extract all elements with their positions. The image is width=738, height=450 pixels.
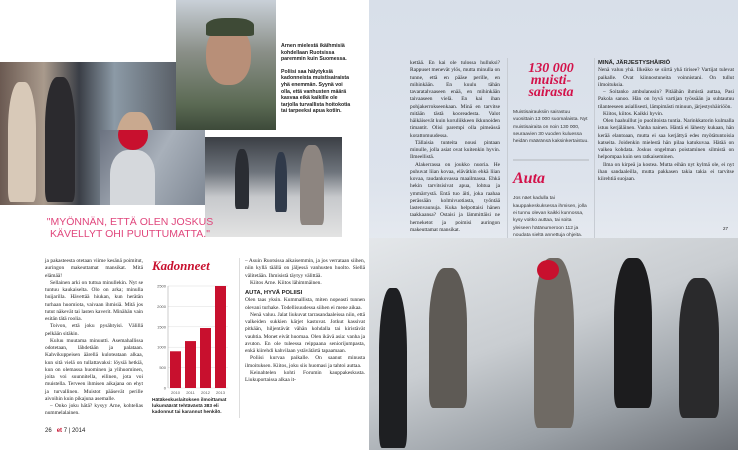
paragraph: Kuluu muutama minuutti. Asemahallissa odotetaan, lähdetään ja palataan. Kahvikuppeisen äärellä kuloteataan alkaa, kun sitä vielä on tullattavaksi: löysiä hetkiä, kun on olemassa huominen ja ylihuominen, joita voi suunnitella, eilinen, jota voi muistella. Terveen ihmisen aikajana on ehyt ja turvallinen. Muistot pääsevät perille aivoihin kuin pikajuna asemalle. bbox=[45, 337, 143, 402]
y-tick-label: 500 bbox=[159, 365, 166, 371]
bar-2013 bbox=[215, 286, 226, 388]
article-column-5 bbox=[598, 60, 734, 183]
y-tick-label: 1000 bbox=[157, 344, 166, 350]
paragraph: – Asuin Ruotsissa aikaisemmin, ja jos verrataan siihen, niin kyllä täällä on jäljessä vanhusten huolto. Siellä välitetään. Ihmisistä täytyy välittää. bbox=[245, 258, 365, 279]
paragraph: – Soitanko ambulanssin? Pitäähän ihmistä auttaa, Pasi Pakola sanoo. Hän on hyvä vartijan työssään ja suhtautuu tilanteeseen asiallisesti, lämpimästi minuun, järjestyshäiriöön. bbox=[598, 89, 734, 110]
paragraph: Poliisi kurvaa paikalle. On saanut minusta ilmoituksen. Kiitos, joku siis huomasi ja tahtoi auttaa. bbox=[245, 355, 365, 369]
paragraph: Ilma on kirpeä ja kostea. Mutta eihän nyt kylmä ole, ei nyt ihan sandaaleilla, mutta pakkasen takia takia ei tarvitse kiirehtiä suojaan. bbox=[598, 161, 734, 182]
paragraph: Nenä valuu. Jalat liukuvat tarrasandaaleissa niin, että valkeiden sukkien kärjet kastuvat. Jotkut kassivat pitkään, hiljentävät vähän kohdalla tai kiristävät vauhtia. Monet eivät huomaa. Olen ikävä asia: vanha ja avuton. En ole tuleessa reippaana seniorijumpasta, enkä kiirehdi kahvilaan ystävätärtä tapaamaan. bbox=[245, 311, 365, 354]
paragraph: Kiitos Arne. Kiitos lähimmäinen. bbox=[250, 279, 322, 286]
caption-paragraph: Arnen mielestä ikäihmisiä kohdellaan Ruotsissa paremmin kuin Suomessa. bbox=[281, 43, 347, 63]
bar-2010 bbox=[170, 351, 181, 388]
paragraph: Alakerrassa on joukko nuoria. He puhuvat liian kovaa, elävätkin ehkä liian kovaa, raudankovassa maailmassa. Ehkä hekin tarvitsisivat apua, lohtua ja ymmärrystä. Entä tuo äiti, joka raahaa perässään kolmivuotiasta, työntää lastenvaunuja. Kuka helpottaisi hänen taakkaansa? Ostaisi ja lämmittäisi ne herneketot ja poimisi auringon makeuttamat mansikat. bbox=[410, 161, 500, 233]
help-text: Jos näet kadulla tai kauppakeskuksessa ihmisen, jolla ei tunnu olevan kaikki kunnossa, kysy voitko auttaa, tai soita yleiseen hätänumeroon 112 ja noudata sieltä annettuja ohjeita. bbox=[513, 196, 587, 238]
article-column-4 bbox=[410, 60, 500, 234]
photo-arne-portrait bbox=[176, 0, 276, 130]
paragraph: Sellainen arki on tuttua minullekin. Nyt se tuntuu kaukaiselta. Olo on arka; minulla huijarilla. Hävettää hiukan, kun herätän turhaan huomiota, vaivaan ihmisiä. Mitä jos tutut näkevät tai lasten kaverit. Minähän vain esitän tätä roolia. bbox=[45, 279, 143, 322]
y-tick-label: 2000 bbox=[157, 303, 166, 309]
x-tick-label: 2013 bbox=[216, 390, 225, 395]
x-tick-label: 2010 bbox=[171, 390, 180, 395]
page-number-right: 27 bbox=[722, 226, 728, 231]
divider bbox=[513, 159, 589, 161]
fact-headline: 130 000 muisti-sairasta bbox=[528, 61, 574, 100]
pull-quote: "MYÖNNÄN, ETTÄ OLEN JOSKUS KÄVELLYT OHI PUUTTUMATTA." bbox=[46, 216, 214, 240]
magazine-logo: et bbox=[56, 428, 63, 434]
help-heading: Auta bbox=[513, 170, 546, 188]
photo-street-crowd bbox=[205, 137, 342, 237]
y-tick-label: 2500 bbox=[157, 283, 166, 289]
paragraph: Nenä valuu yhä. Ilkeäko se siirtä yhä tirisee? Vartijat tulevat paikalle. Ovat kiinnostuneita voinnistani. On tullut ilmoituksia. bbox=[598, 67, 734, 88]
issue-number: 7 | 2014 bbox=[63, 428, 86, 434]
caption-paragraph: Poliisi saa hälytyksiä kadonneista muistisairaista yhä enemmän. Syynä voi olla, että vanhusten määrä kasvaa eikä kaikille ole tarjolla turvallista hoitokotia tai tarpeeksi apua kotiin. bbox=[281, 68, 351, 115]
photo-escalator-crowd bbox=[369, 238, 738, 450]
photo-woman-red-hat bbox=[100, 130, 205, 205]
bar-2011 bbox=[185, 341, 196, 388]
paragraph: Olen taas yksin. Kummallista, miten nopeasti tunnen olevani turhake. Todellisuudessa siihen ei mene aikaa. bbox=[245, 297, 365, 311]
section-heading: AUTA, HYVÄ POLIISI bbox=[245, 290, 303, 296]
x-tick-label: 2012 bbox=[201, 390, 210, 395]
fact-box bbox=[507, 58, 595, 238]
article-column-3 bbox=[245, 258, 365, 384]
section-heading: MINÄ, JÄRJESTYSHÄIRIÖ bbox=[598, 60, 671, 66]
paragraph: ja pakasteesta otetaan viime kesänä poimitut, auringon makeuttamat mansikat. Mitä elämää! bbox=[45, 258, 143, 279]
page-footer bbox=[45, 428, 85, 434]
paragraph: Tällaisia tunteita nousi pintaan minulle, jolla asiat ovat kuitenkin hyvin. Ilmeellistä. bbox=[410, 139, 500, 161]
photo-caption bbox=[281, 43, 353, 121]
bar-2012 bbox=[200, 328, 211, 388]
paragraph: Toivon, että joku pysähtyisi. Välillä pelkään sitäkin. bbox=[45, 323, 143, 337]
paragraph: Keinahtelen kohti Forumin kauppakeskusta. Liukuportaissa alkaa it- bbox=[245, 369, 365, 383]
paragraph: – Onko joku hätä? kysyy Arne, kohtelias nummelalainen. bbox=[45, 403, 143, 417]
paragraph: Kiitos, kiitos. Kaikki hyvin. bbox=[603, 110, 664, 117]
chart-kadonneet bbox=[148, 258, 240, 418]
paragraph: Olen haahuillut jo puolitoista tuntia. Narinkkatorin kulmalla istuu kerjäläinen. Vanha nainen. Häntä ei lähesty kukaan, hän kerää elantoaan, mutta ei saa kerjättyä edes myötätuntoisia katseita. Joidenkin mielestä hän pilaa katukuvaa. Hätää on vaikea kohdata. Joskus ongelman poistaminen silmistä on helpompaa kuin sen ratkaiseminen. bbox=[598, 118, 734, 161]
paragraph: kettää. En kai ole tulossa hulluksi? Rappuset menevät ylös, mutta minulla on tunne, että en pääse perille, en mihinkään. En kuulu tähän tavaratalvaaseen enää, en mihinkään taivaaseen vielä. En kai ihan pohjakerrokseenkaan. Minä en tarvitse mitään tästä kooreadesta. Valot häikäisevät kuin koruliikkeen ikkunoiden timantit. Olisi parempi olla pimeässä korattomuudessa. bbox=[410, 60, 500, 139]
page-number: 26 bbox=[45, 428, 52, 434]
fact-text: Muistisairauksiin sairastuu vuosittain 13 000 suomalaista. Nyt muistisairaita on noin 130 000, seuraavien 30 vuoden kuluessa heidän määränsä kaksinkertaistuu. bbox=[513, 110, 589, 145]
bar-chart bbox=[148, 276, 240, 406]
x-tick-label: 2011 bbox=[186, 390, 195, 395]
y-tick-label: 0 bbox=[163, 385, 166, 391]
article-column-1 bbox=[45, 258, 143, 418]
chart-note: Hätäkeskuslaitoksen ilmoittamat lukumäärät tehtävästä 383 eli kadonnut tai karannut henkilö. bbox=[152, 398, 227, 415]
chart-title: Kadonneet bbox=[152, 258, 210, 273]
y-tick-label: 1500 bbox=[157, 324, 166, 330]
